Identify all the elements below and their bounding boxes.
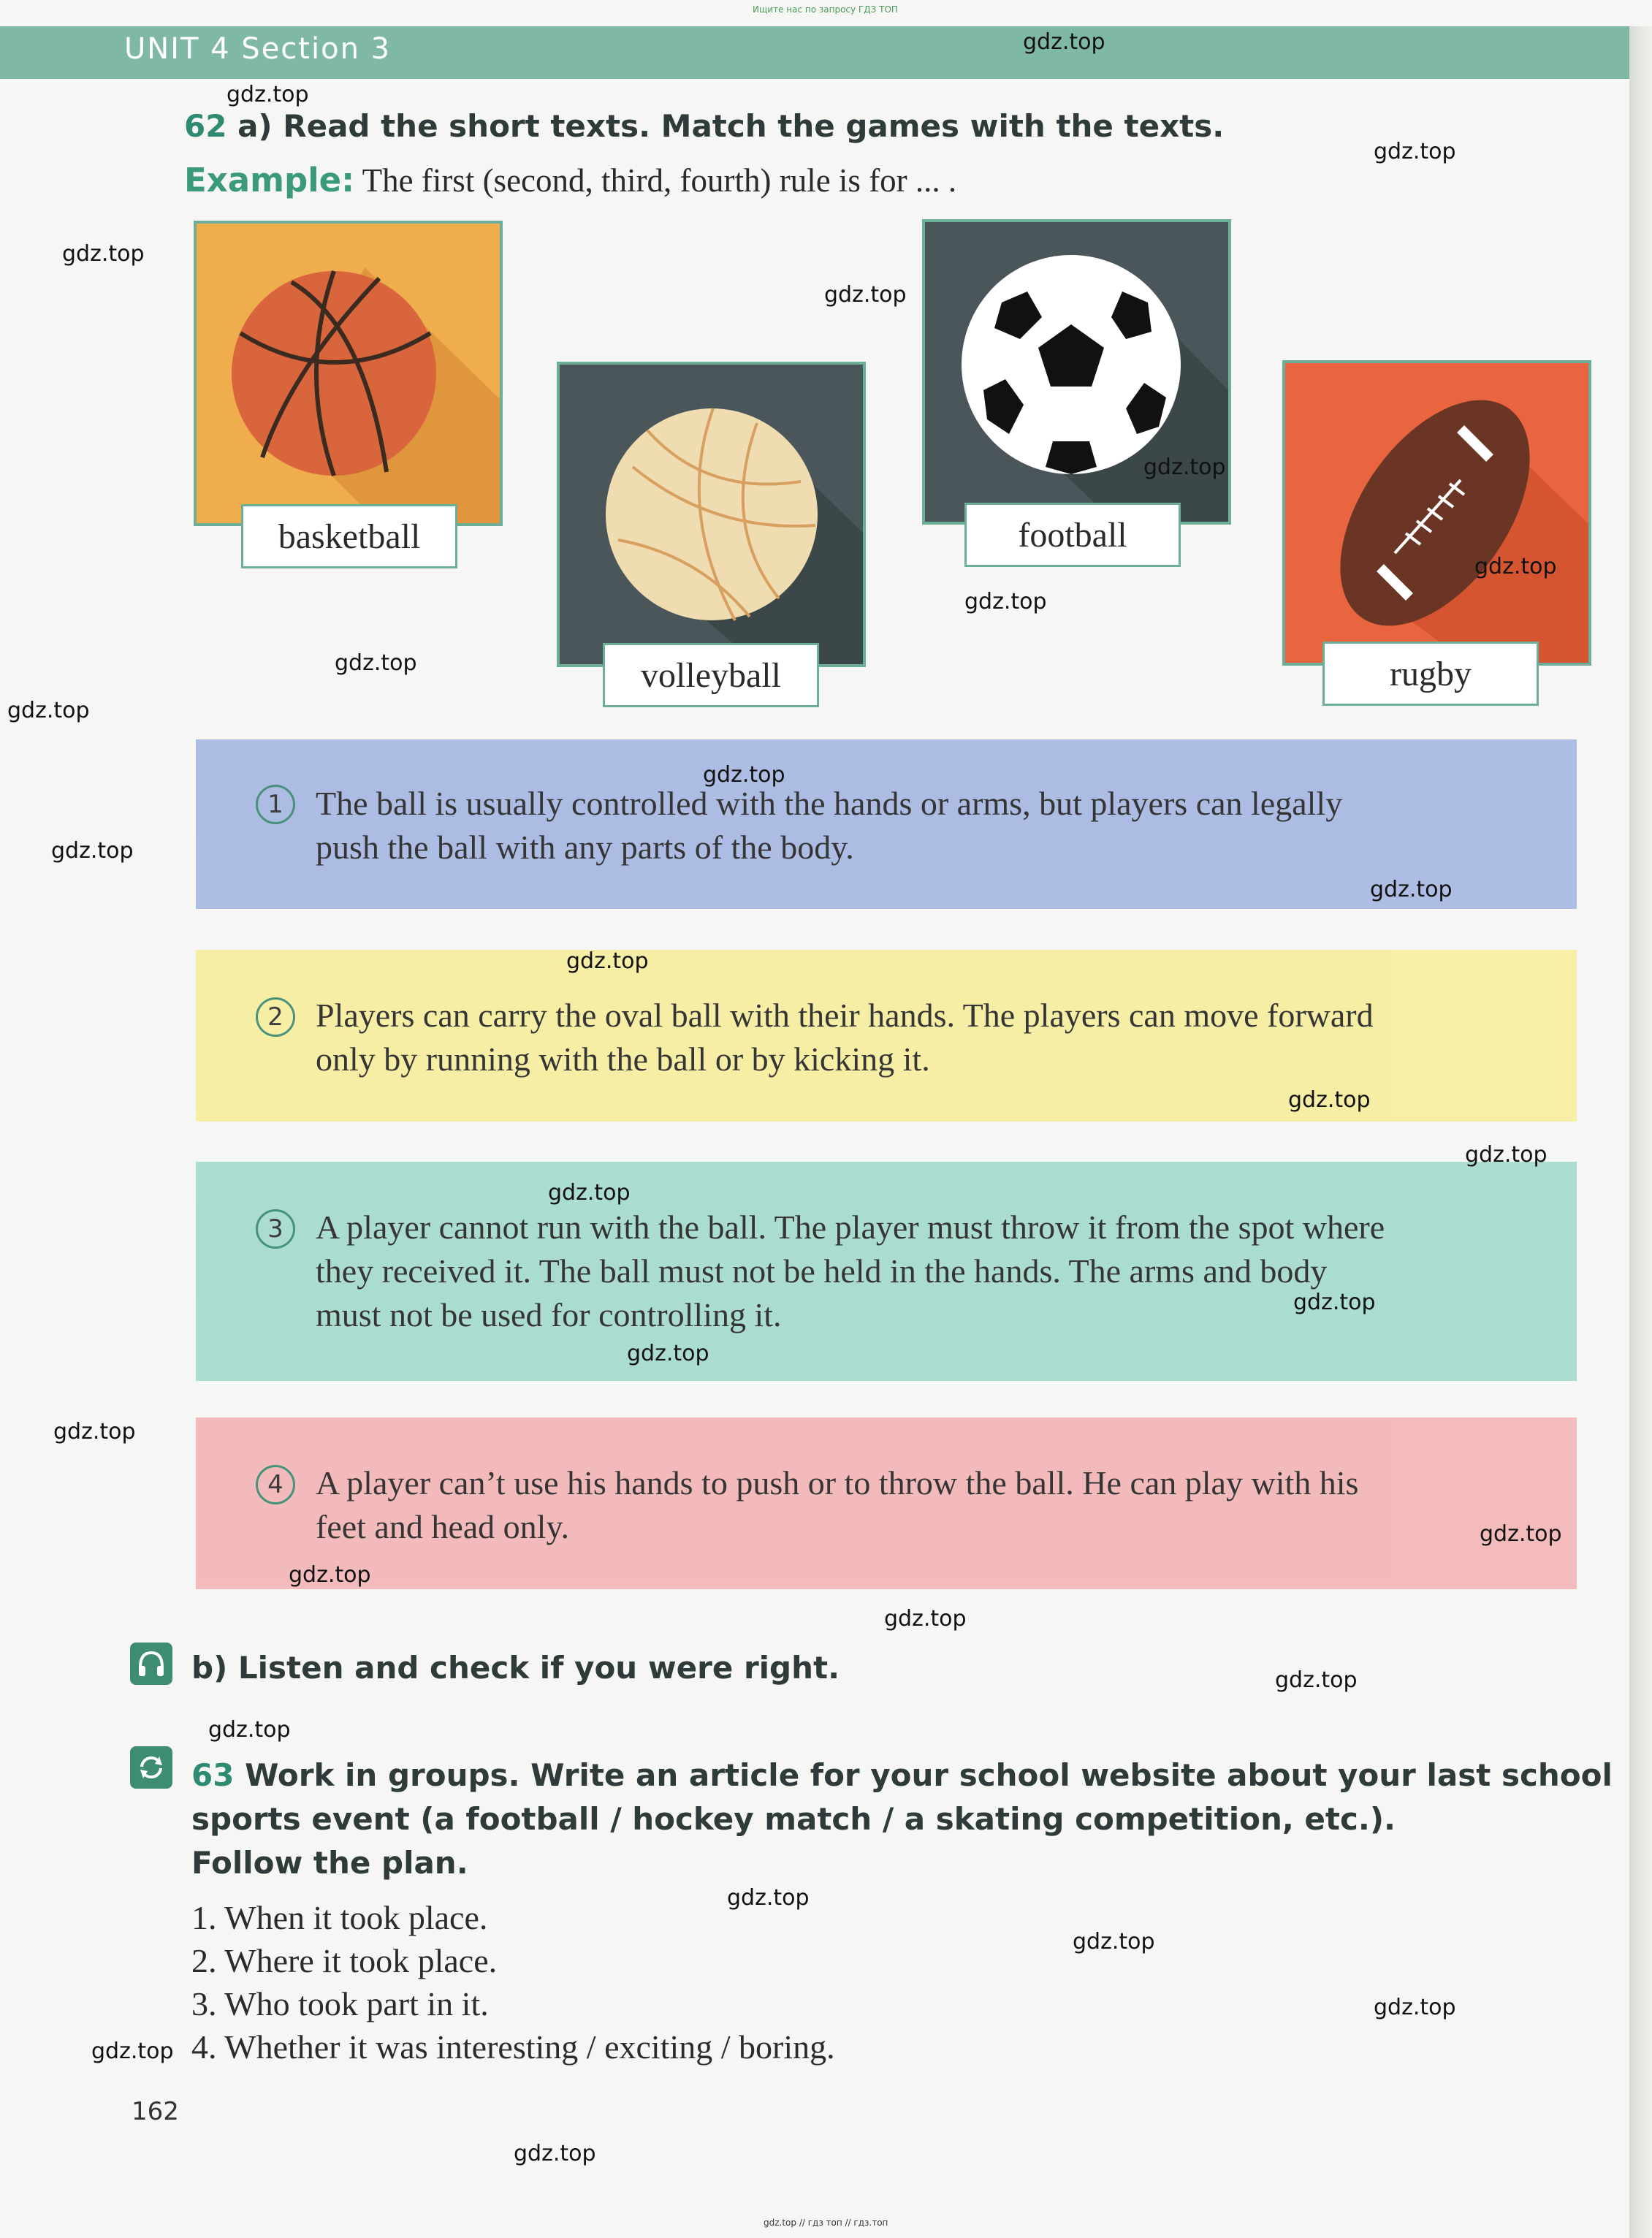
plan-item-1: 1. When it took place. — [191, 1899, 488, 1936]
rule-3-line-3: must not be used for controlling it. — [316, 1296, 782, 1333]
watermark: gdz.top — [727, 1885, 810, 1911]
watermark: gdz.top — [548, 1180, 631, 1206]
watermark: gdz.top — [1288, 1087, 1371, 1113]
rule-number-1: 1 — [256, 785, 295, 824]
task-63-line-2: sports event (a football / hockey match / a skating competition, etc.). — [191, 1801, 1396, 1837]
plan-item-4: 4. Whether it was interesting / exciting / boring. — [191, 2028, 835, 2066]
watermark: gdz.top — [884, 1606, 967, 1632]
task-62b-instruction: b) Listen and check if you were right. — [191, 1650, 840, 1686]
task-62-number: 62 — [184, 108, 227, 144]
page-edge — [1629, 26, 1652, 2238]
watermark: gdz.top — [51, 838, 134, 864]
example-text: The first (second, third, fourth) rule is for ... . — [362, 162, 957, 199]
rule-1-line-1: The ball is usually controlled with the hands or arms, but players can legally — [316, 785, 1343, 822]
rugby-card — [1282, 360, 1591, 666]
task-62-heading — [184, 108, 1224, 144]
task-63-heading — [191, 1754, 1613, 1885]
volleyball-label: volleyball — [603, 643, 819, 707]
page-number: 162 — [132, 2097, 179, 2126]
watermark: gdz.top — [7, 698, 90, 723]
football-label: football — [964, 503, 1181, 567]
task-62-instruction: a) Read the short texts. Match the games with the texts. — [237, 108, 1225, 144]
watermark: gdz.top — [1293, 1290, 1376, 1315]
watermark: gdz.top — [1275, 1667, 1358, 1693]
rule-3-line-1: A player cannot run with the ball. The player must throw it from the spot where — [316, 1209, 1385, 1246]
rule-4-line-1: A player can’t use his hands to push or to throw the ball. He can play with his — [316, 1464, 1359, 1501]
watermark: gdz.top — [208, 1717, 291, 1743]
rule-number-4: 4 — [256, 1465, 295, 1504]
watermark: gdz.top — [227, 82, 309, 107]
rule-1-line-2: push the ball with any parts of the body. — [316, 829, 854, 866]
watermark: gdz.top — [289, 1562, 371, 1588]
unit-section-title: UNIT 4 Section 3 — [124, 32, 392, 66]
watermark: gdz.top — [1374, 1995, 1456, 2020]
volleyball-card — [557, 362, 866, 667]
watermark: gdz.top — [566, 948, 649, 974]
watermark: gdz.top — [1023, 29, 1105, 55]
rugby-label: rugby — [1322, 642, 1539, 706]
rule-4-line-2: feet and head only. — [316, 1508, 569, 1545]
watermark: gdz.top — [1474, 554, 1557, 579]
basketball-label: basketball — [241, 504, 457, 568]
rugby-ball-icon — [1285, 363, 1588, 663]
rule-2-line-1: Players can carry the oval ball with their hands. The players can move forward — [316, 997, 1374, 1034]
basketball-card — [194, 221, 503, 526]
watermark: gdz.top — [62, 241, 145, 267]
rule-3-line-2: they received it. The ball must not be held in the hands. The arms and body — [316, 1252, 1328, 1290]
watermark: gdz.top — [824, 282, 907, 308]
watermark: gdz.top — [1374, 139, 1456, 164]
example-line — [184, 161, 956, 199]
watermark: gdz.top — [335, 650, 417, 676]
watermark: gdz.top — [1143, 454, 1226, 480]
watermark: gdz.top — [627, 1341, 709, 1366]
task-63-number: 63 — [191, 1757, 235, 1793]
headphones-icon — [130, 1643, 172, 1685]
example-label: Example: — [184, 161, 355, 199]
rule-2-line-2: only by running with the ball or by kicking it. — [316, 1040, 930, 1078]
rule-number-3: 3 — [256, 1209, 295, 1249]
task-63-line-3: Follow the plan. — [191, 1845, 468, 1881]
plan-item-3: 3. Who took part in it. — [191, 1985, 489, 2022]
watermark: gdz.top — [514, 2141, 596, 2166]
watermark: gdz.top — [1480, 1521, 1562, 1547]
rule-number-2: 2 — [256, 997, 295, 1037]
task-63-line-1: Work in groups. Write an article for your school website about your last school — [245, 1757, 1613, 1793]
top-caption: Ищите нас по запросу ГДЗ ТОП — [753, 4, 898, 15]
watermark: gdz.top — [703, 762, 785, 788]
watermark: gdz.top — [1370, 877, 1453, 902]
watermark: gdz.top — [1073, 1929, 1155, 1955]
rule-card-4 — [196, 1417, 1577, 1589]
watermark: gdz.top — [964, 589, 1047, 614]
rule-card-3 — [196, 1162, 1577, 1381]
watermark: gdz.top — [91, 2039, 174, 2064]
cycle-icon — [130, 1746, 172, 1789]
basketball-icon — [197, 224, 500, 523]
footer-caption: gdz.top // гдз топ // гдз.топ — [764, 2218, 888, 2228]
watermark: gdz.top — [1465, 1142, 1548, 1168]
plan-item-2: 2. Where it took place. — [191, 1942, 498, 1979]
watermark: gdz.top — [53, 1419, 136, 1445]
volleyball-icon — [560, 365, 863, 664]
